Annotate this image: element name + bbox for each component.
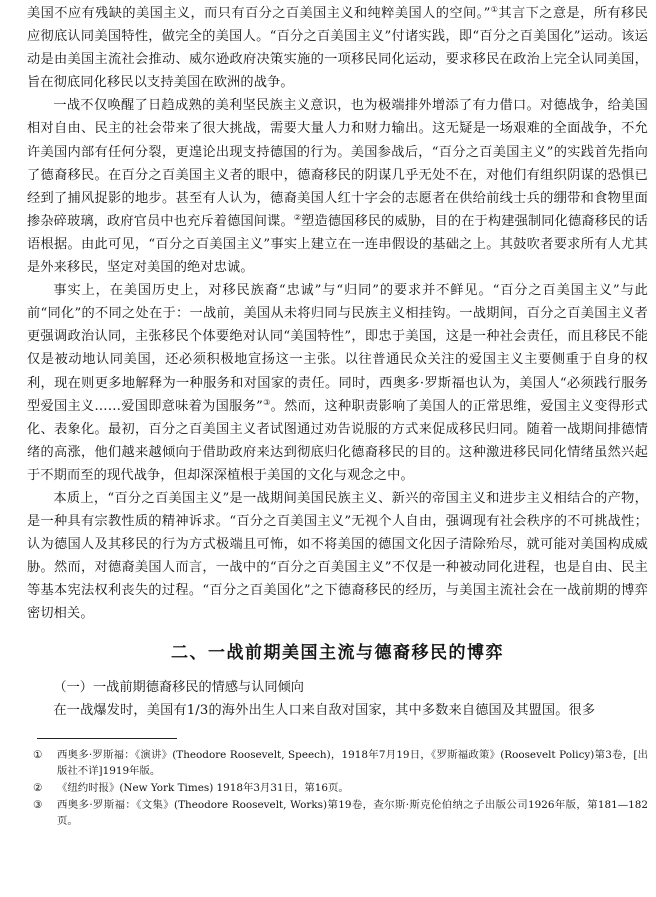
paragraph-4: [27, 487, 648, 626]
body-text: [27, 2, 648, 626]
closing-text: [27, 699, 648, 722]
paragraph-text: 一战不仅唤醒了日趋成熟的美利坚民族主义意识，也为极端排外增添了有力借口。对德战争，给美国相对自由、民主的社会带来了很大挑战，需要大量人力和财力输出。这无疑是一场艰难的全面战争，不允许美国内部有任何分裂，更遑论出现支持德国的行为。美国参战后，“百分之百美国主义”的实践首先指向了德裔移民。在百分之百美国主义者的眼中，德裔移民的阴谋几乎无处不在，对他们有组织阴谋的恐惧已经到了捕风捉影的地步。甚至有人认为，德裔美国人红十字会的志愿者在供给前线士兵的绷带和食物里面掺杂碎玻璃，政府官员中也充斥着德国间谍。: [27, 98, 648, 229]
subsection-heading: （一）一战前期德裔移民的情感与认同倾向: [53, 679, 304, 695]
paragraph-text: 事实上，在美国历史上，对移民族裔“忠诚”与“归同”的要求并不鲜见。“百分之百美国主义”与此前“同化”的不同之处在于：一战前，美国从未将归同与民族主义相挂钩。一战期间，百分之百美国主义者更强调政治认同，主张移民个体要绝对认同“美国特性”，即忠于美国，这是一种社会责任，而且移民不能仅是被动地认同美国，还必须积极地宣扬这一主张。以往普通民众关注的爱国主义主要侧重于自身的权利，现在则更多地解释为一种服务和对国家的责任。同时，西奥多·罗斯福也认为，美国人“必须践行服务型爱国主义……爱国即意味着为国服务”: [27, 283, 648, 414]
footnote-reference[interactable]: ②: [293, 212, 302, 222]
paragraph-text: 。然而，这种职责影响了美国人的正常思维，爱国主义变得形式化、表象化。最初，百分之百美国主义者试图通过劝告说服的方式来促成移民归同。随着一战期间排德情绪的高涨，他们越来越倾向于借助政府来达到彻底归化德裔移民的目的。这种激进移民同化情绪虽然兴起于不期而至的现代战争，但却深深植根于美国的文化与观念之中。: [27, 398, 648, 483]
paragraph-1: [27, 2, 648, 94]
footnote-divider: [37, 738, 177, 739]
footnote-reference[interactable]: ③: [262, 397, 271, 407]
paragraph-3: [27, 279, 648, 487]
paragraph-text: 本质上，“百分之百美国主义”是一战期间美国民族主义、新兴的帝国主义和进步主义相结合的产物，是一种具有宗教性质的精神诉求。“百分之百美国主义”无视个人自由，强调现有社会秩序的不可挑战性；认为德国人及其移民的行为方式极端且可怖，如不将美国的德国文化因子清除殆尽，就可能对美国构成威胁。然而，对德裔美国人而言，一战中的“百分之百美国主义”不仅是一种被动同化进程，也是自由、民主等基本宪法权利丧失的过程。“百分之百美国化”之下德裔移民的经历，与美国主流社会在一战前期的博弈密切相关。: [27, 490, 648, 622]
footnote-text: 西奥多·罗斯福：《文集》(Theodore Roosevelt, Works)第19卷，查尔斯·斯克伦伯纳之子出版公司1926年版，第181—182页。: [57, 798, 648, 827]
footnote-item: [27, 747, 648, 779]
closing-paragraph: 在一战爆发时，美国有1/3的海外出生人口来自敌对国家，其中多数来自德国及其盟国。很多: [53, 702, 596, 718]
paragraph-text: 其言下之意是，所有移民应彻底认同美国特性，做完全的美国人。“百分之百美国主义”付诸实践，即“百分之百美国化”运动。该运动是由美国主流社会推动、威尔逊政府决策实施的一项移民同化运动，要求移民在政治上完全认同美国，旨在彻底同化移民以支持美国在欧洲的战争。: [27, 6, 649, 91]
footnote-mark: ②: [33, 781, 43, 794]
footnotes: [27, 747, 648, 829]
footnote-item: [27, 797, 648, 829]
footnote-mark: ①: [33, 748, 43, 761]
footnote-text: 西奥多·罗斯福：《演讲》(Theodore Roosevelt, Speech)，1918年7月19日，《罗斯福政策》(Roosevelt Policy)第3卷，[出版社不详]1919年版。: [57, 748, 648, 777]
paragraph-text: 美国不应有残缺的美国主义，而只有百分之百美国主义和纯粹美国人的空间。”: [27, 6, 491, 21]
footnote-mark: ③: [33, 798, 43, 811]
footnote-text: 《纽约时报》(New York Times) 1918年3月31日，第16页。: [57, 781, 349, 794]
section-heading: 二、一战前期美国主流与德裔移民的博弈: [171, 642, 504, 663]
footnote-reference[interactable]: ①: [490, 5, 499, 14]
paragraph-text: 塑造德国移民的威胁，目的在于构建强制同化德裔移民的话语根据。由此可见，“百分之百美国主义”事实上建立在一连串假设的基础之上。其鼓吹者要求所有人尤其是外来移民，坚定对美国的绝对忠诚。: [27, 213, 648, 276]
paragraph-2: [27, 94, 648, 279]
footnote-item: [27, 780, 648, 796]
